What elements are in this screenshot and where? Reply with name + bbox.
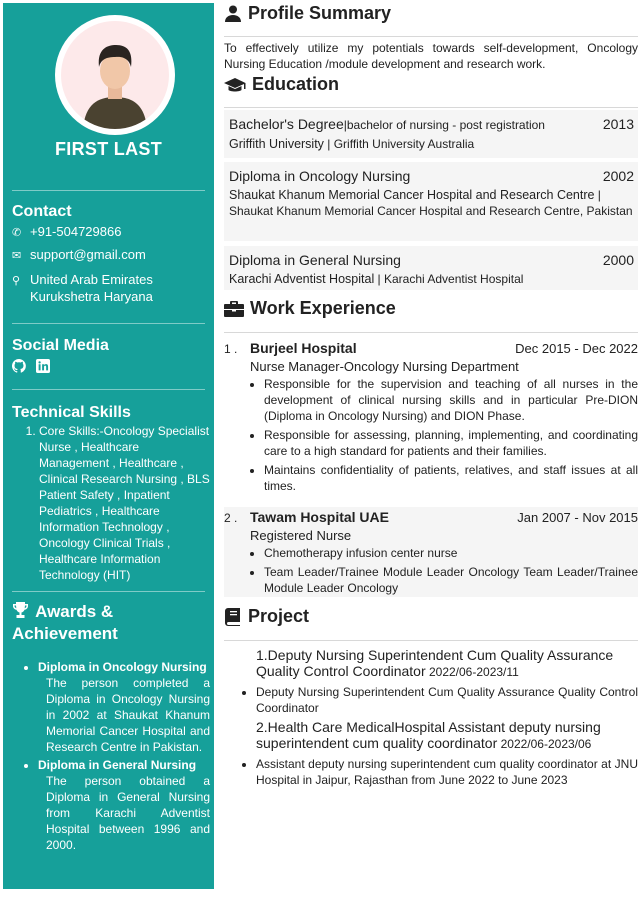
job-number: 1 . [224,342,238,356]
institution-location: | Karachi Adventist Hospital [374,272,524,286]
job-bullet: • Responsible for the supervision and teaching of all nurses in the development of clinical nursing skills and in particular Pre-DION (Diploma in Oncology Nursing) and DION Phase. [264,376,638,424]
institution: Karachi Adventist Hospital [229,272,375,286]
skills-list [15,423,211,583]
profile-heading: Profile Summary [224,3,391,24]
person-avatar-icon [61,21,169,129]
skills-heading: Technical Skills [12,404,131,421]
contact-email[interactable]: ✉ support@gmail.com [12,247,146,262]
job-dates: Jan 2007 - Nov 2015 [517,510,638,525]
education-year: 2000 [602,252,634,268]
job-bullet: • Responsible for assessing, planning, implementing, and coordinating care to a high standard for patients and their families. [264,427,638,459]
divider [12,389,205,390]
project-entry [224,647,638,716]
section-divider [224,640,638,641]
social-links [12,357,56,375]
briefcase-icon [224,300,244,318]
candidate-name: FIRST LAST [55,139,162,159]
contact-address: ⚲ United Arab Emirates Kurukshetra Haryana [12,272,153,304]
education-year: 2002 [602,168,634,184]
degree-title: Diploma in Oncology Nursing [229,168,411,184]
linkedin-icon[interactable] [36,359,50,373]
education-year: 2013 [602,116,634,132]
user-icon [224,5,242,23]
education-entry [224,162,638,241]
project-title: 1.Deputy Nursing Superintendent Cum Quality Assurance Quality Control Coordinator [256,647,614,679]
trophy-icon [12,602,29,618]
institution: Griffith University [229,137,324,151]
sidebar [3,3,214,889]
phone-icon: ✆ [12,227,22,239]
main-content [222,0,638,904]
location-pin-icon: ⚲ [12,275,21,287]
award-item [38,659,210,755]
job-role: Registered Nurse [250,528,352,543]
awards-list [18,659,210,855]
skill-item: 1. Core Skills:-Oncology Specialist Nurse , Healthcare Management , Healthcare , Clinical Research Nursing , BLS Patient Safety , Inpatient Pediatrics , Healthcare Information Technology , Oncology Clinical Trials , Healthcare Information Technology (HIT) [39,423,211,583]
award-item [38,757,210,853]
project-heading: Project [224,606,309,627]
github-icon[interactable] [12,359,26,373]
education-heading: Education [224,74,339,95]
contact-phone[interactable]: ✆ +91-504729866 [12,224,122,239]
job-entry [224,339,638,497]
divider [12,190,205,191]
institution-location: | Shaukat Khanum Memorial Cancer Hospital and Research Centre, Pakistan [229,188,633,218]
job-bullet: • Team Leader/Trainee Module Leader Oncology Team Leader/Trainee Module Leader Oncology [264,564,638,596]
project-title: 2.Health Care MedicalHospital Assistant deputy nursing superintendent cum quality coordinator [256,719,601,751]
job-number: 2 . [224,511,238,525]
job-company: Burjeel Hospital [250,340,357,356]
job-entry [224,507,638,597]
section-divider [224,107,638,108]
job-role: Nurse Manager-Oncology Nursing Department [250,359,519,374]
project-dates: 2022/06-2023/06 [497,737,592,751]
awards-heading: Awards & Achievement [12,602,118,643]
institution: Shaukat Khanum Memorial Cancer Hospital and Research Centre [229,188,595,202]
project-dates: 2022/06-2023/11 [425,665,519,679]
contact-heading: Contact [12,203,72,220]
degree-detail: |bachelor of nursing - post registration [343,118,545,132]
divider [12,323,205,324]
project-bullet: • Deputy Nursing Superintendent Cum Quality Assurance Quality Control Coordinator [256,684,638,716]
project-bullet: • Assistant deputy nursing superintendent cum quality coordinator at JNU Hospital in Jaipur, Rajasthan from June 2022 to June 2023 [256,756,638,788]
education-entry [224,110,638,158]
project-entry [224,719,638,788]
social-heading: Social Media [12,337,109,354]
email-icon: ✉ [12,250,22,262]
education-entry [224,246,638,290]
experience-heading: Work Experience [224,298,396,319]
institution-location: | Griffith University Australia [323,137,475,151]
book-icon [224,608,242,626]
award-title: • Diploma in Oncology Nursing [38,660,207,674]
award-description: The person completed a Diploma in Oncology Nursing in 2002 at Shaukat Khanum Memorial Cancer Hospital and Research Centre in Pakistan. [46,676,210,754]
job-bullet: • Chemotherapy infusion center nurse [264,545,638,561]
degree-title: Diploma in General Nursing [229,252,401,268]
divider [12,591,205,592]
job-company: Tawam Hospital UAE [250,509,389,525]
job-bullet: • Maintains confidentiality of patients, relatives, and staff issues at all times. [264,462,638,494]
profile-summary-text: To effectively utilize my potentials towards self-development, Oncology Nursing Education /module development and research work. [224,41,638,71]
avatar [55,15,175,135]
award-title: • Diploma in General Nursing [38,758,197,772]
job-dates: Dec 2015 - Dec 2022 [515,341,638,356]
section-divider [224,332,638,333]
graduation-cap-icon [224,76,246,94]
degree-title: Bachelor's Degree [229,116,344,132]
award-description: The person obtained a Diploma in General Nursing from Karachi Adventist Hospital between 1996 and 2000. [46,774,210,852]
section-divider [224,36,638,37]
